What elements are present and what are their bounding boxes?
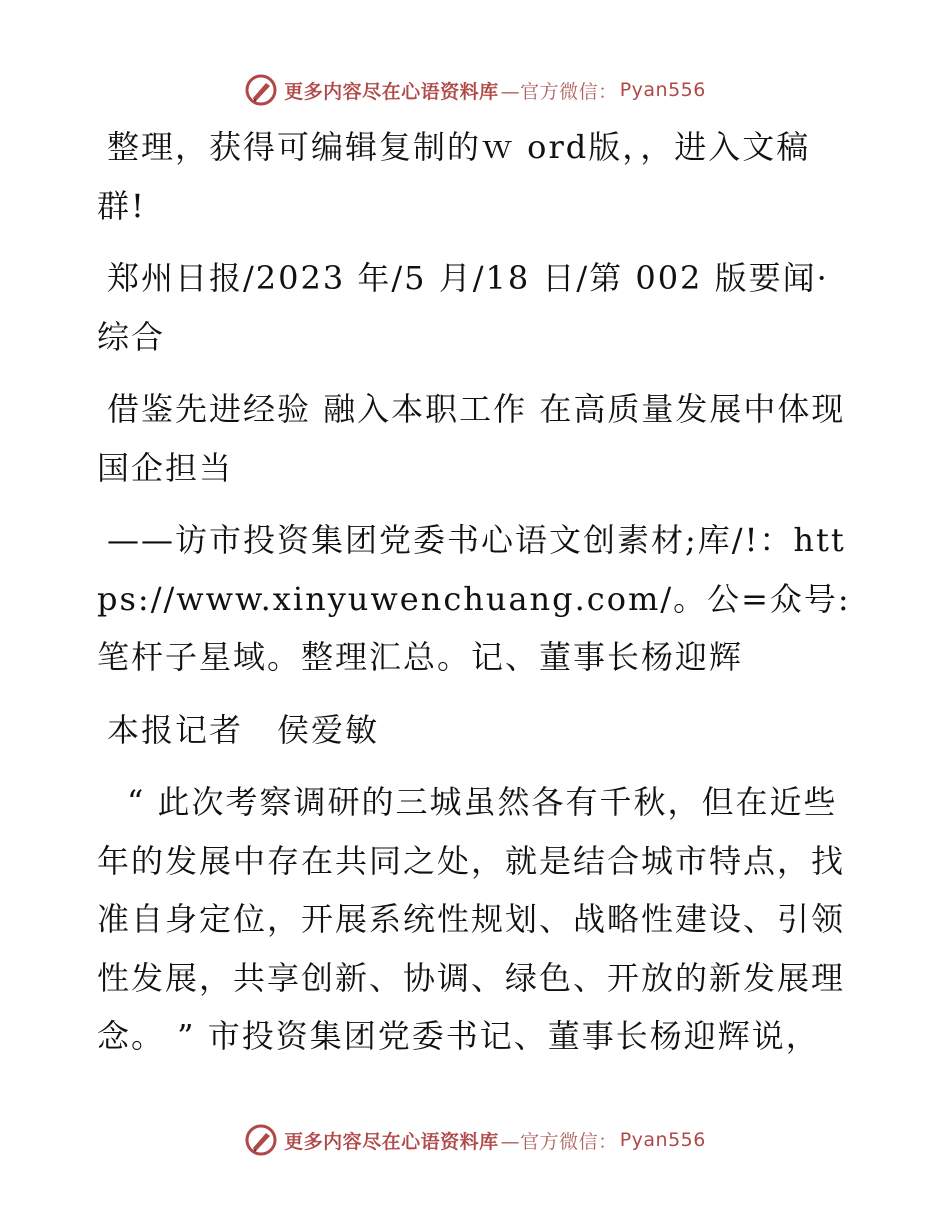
pen-circle-logo-icon <box>244 73 278 107</box>
footer-banner <box>0 1120 950 1160</box>
paragraph-body: “ 此次考察调研的三城虽然各有千秋，但在近些年的发展中存在共同之处，就是结合城市特点，找准自身定位，开展系统性规划、战略性建设、引领性发展，共享创新、协调、绿色、开放的新发展理念。 ” 市投资集团党委书记、董事长杨迎辉说， <box>97 783 846 1055</box>
paragraph-byline: 本报记者 侯爱敏 <box>107 710 380 749</box>
paragraph-headline: 借鉴先进经验 融入本职工作 在高质量发展中体现国企担当 <box>97 390 846 487</box>
paragraph-subheadline: ——访市投资集团党委书心语文创素材;库/!：https://www.xinyuwenchuang.com/。公=众号: 笔杆子星域。整理汇总。记、董事长杨迎辉 <box>97 521 851 676</box>
banner-brand-text: 更多内容尽在心语资料库 <box>284 80 499 103</box>
banner-separator-text: —官方微信： <box>500 1130 618 1153</box>
document-body <box>97 118 857 1080</box>
paragraph-source-line: 郑州日报/2023 年/5 月/18 日/第 002 版要闻·综合 <box>97 259 829 356</box>
banner-wechat-id: Pyan556 <box>619 79 706 101</box>
pen-circle-logo-icon <box>244 1123 278 1157</box>
banner-wechat-id: Pyan556 <box>619 1129 706 1151</box>
header-banner <box>0 70 950 110</box>
banner-brand-text: 更多内容尽在心语资料库 <box>284 1130 499 1153</box>
paragraph-intro: 整理，获得可编辑复制的ｗ ord版，，进入文稿群! <box>97 128 811 225</box>
banner-separator-text: —官方微信： <box>500 80 618 103</box>
